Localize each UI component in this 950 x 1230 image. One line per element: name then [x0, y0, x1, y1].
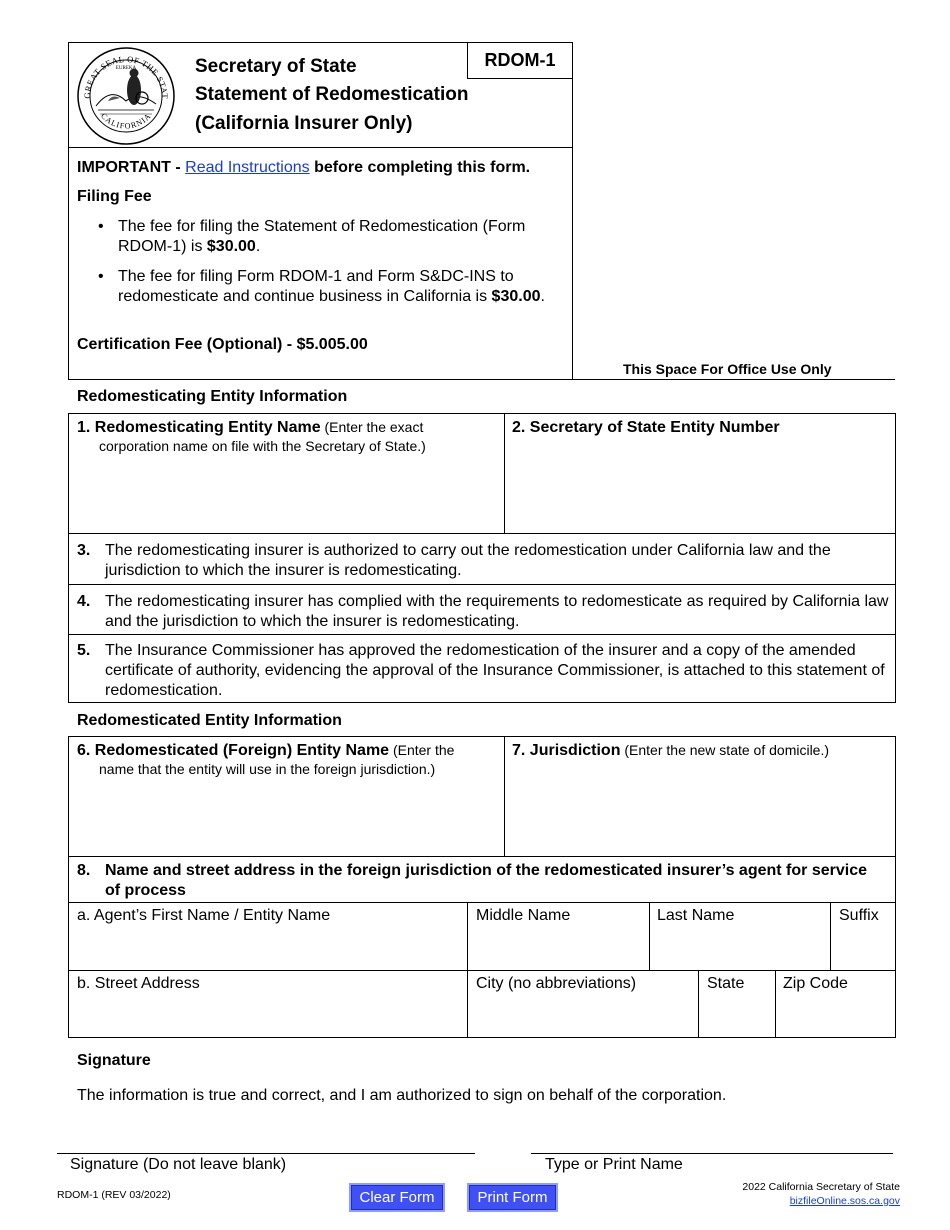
seal-outer-text: GREAT SEAL OF THE STAT — [81, 53, 171, 100]
zip-code-label: Zip Code — [783, 975, 848, 992]
read-instructions-link[interactable]: Read Instructions — [185, 159, 310, 176]
row-rule — [68, 902, 896, 903]
signature-input[interactable] — [57, 1125, 478, 1153]
item3-number: 3. — [77, 542, 91, 559]
header-org: Secretary of State — [195, 56, 357, 77]
office-use-rule — [68, 379, 895, 380]
important-suffix: before completing this form. — [309, 159, 531, 176]
item5-text: The Insurance Commissioner has approved the redomestication of the insurer and a copy of the amended certificate of authority, evidencing the approval of the Insurance Commissioner, is attached to this statement of redomestication. — [105, 642, 885, 699]
section2-heading: Redomesticated Entity Information — [77, 712, 342, 729]
entity-number-field-label: 2. Secretary of State Entity Number — [512, 419, 780, 436]
entity-name-field-label: 1. Redomesticating Entity Name (Enter the exact — [77, 419, 424, 436]
form-id: RDOM-1 — [484, 50, 556, 70]
entity-number-input[interactable] — [508, 444, 896, 530]
agent-first-name-input[interactable] — [72, 928, 466, 968]
item4-number: 4. — [77, 593, 91, 610]
signature-statement: The information is true and correct, and I am authorized to sign on behalf of the corporation. — [77, 1087, 727, 1104]
entity-name-field-hint: corporation name on file with the Secretary of State.) — [99, 438, 426, 454]
cell-divider — [467, 902, 468, 1038]
instructions-left-border — [68, 148, 69, 379]
row-rule — [68, 634, 896, 635]
print-name-input[interactable] — [531, 1125, 896, 1153]
jurisdiction-field-label: 7. Jurisdiction (Enter the new state of domicile.) — [512, 742, 830, 759]
important-prefix: IMPORTANT - — [77, 159, 186, 176]
cell-divider — [698, 970, 699, 1038]
agent-last-name-label: Last Name — [657, 907, 735, 924]
section2-divider — [504, 736, 505, 856]
jurisdiction-input[interactable] — [508, 767, 896, 853]
website-link[interactable]: bizfileOnline.sos.ca.gov — [789, 1195, 900, 1207]
signature-label: Signature (Do not leave blank) — [70, 1156, 287, 1173]
certification-fee: Certification Fee (Optional) - $5.005.00 — [77, 336, 368, 353]
agent-first-name-label: a. Agent’s First Name / Entity Name — [77, 907, 331, 924]
agent-middle-name-label: Middle Name — [476, 907, 571, 924]
section1-divider — [504, 413, 505, 533]
filing-fee-heading: Filing Fee — [77, 188, 152, 205]
section1-heading: Redomesticating Entity Information — [77, 388, 348, 405]
clear-form-button[interactable]: Clear Form — [349, 1183, 445, 1212]
row-rule — [68, 533, 896, 534]
agent-suffix-input[interactable] — [834, 928, 896, 968]
signature-heading: Signature — [77, 1052, 151, 1069]
row-rule — [68, 970, 896, 971]
state-label: State — [707, 975, 745, 992]
foreign-name-field-hint: name that the entity will use in the foreign jurisdiction.) — [99, 761, 436, 777]
instructions-right-border — [572, 148, 573, 379]
signature-line — [57, 1153, 475, 1154]
street-address-input[interactable] — [72, 996, 466, 1036]
row-rule — [68, 584, 896, 585]
cell-divider — [830, 902, 831, 970]
street-address-label: b. Street Address — [77, 975, 200, 992]
state-seal — [76, 46, 176, 146]
item3-text: The redomesticating insurer is authorized to carry out the redomestication under California law and the jurisdiction to which the insurer is redomesticating. — [105, 542, 831, 579]
fee-item: • The fee for filing Form RDOM-1 and Form S&DC-INS to redomesticate and continue business in California is $30.00. — [76, 267, 566, 307]
seal-bottom-text: CALIFORNIA — [99, 111, 153, 131]
cell-divider — [649, 902, 650, 970]
form-revision: RDOM-1 (REV 03/2022) — [57, 1189, 171, 1201]
office-use-label: This Space For Office Use Only — [623, 361, 832, 377]
row-rule — [68, 856, 896, 857]
item5-number: 5. — [77, 642, 91, 659]
copyright: 2022 California Secretary of State — [742, 1181, 900, 1193]
agent-suffix-label: Suffix — [839, 907, 879, 924]
header-title: Statement of Redomestication — [195, 84, 469, 105]
svg-text:THE GREAT SEAL OF THE STATE OF — [76, 46, 170, 100]
seal-icon — [76, 46, 176, 146]
zip-code-input[interactable] — [779, 996, 895, 1036]
item4-text: The redomesticating insurer has complied with the requirements to redomesticate as required by California law and the jurisdiction to which the insurer is redomesticating. — [105, 593, 889, 630]
fee-item: • The fee for filing the Statement of Redomestication (Form RDOM-1) is $30.00. — [76, 217, 566, 257]
header-subtitle: (California Insurer Only) — [195, 113, 413, 134]
important-line — [77, 158, 530, 178]
entity-name-input[interactable] — [72, 460, 504, 530]
foreign-name-input[interactable] — [72, 783, 504, 853]
cell-divider — [775, 970, 776, 1038]
seal-motto: EUREKA — [115, 66, 137, 71]
print-form-button[interactable]: Print Form — [467, 1183, 558, 1212]
agent-middle-name-input[interactable] — [471, 928, 649, 968]
print-name-line — [531, 1153, 893, 1154]
print-name-label: Type or Print Name — [545, 1156, 683, 1173]
city-input[interactable] — [471, 996, 698, 1036]
city-label: City (no abbreviations) — [476, 975, 637, 992]
foreign-name-field-label: 6. Redomesticated (Foreign) Entity Name (Enter the — [77, 742, 455, 759]
agent-last-name-input[interactable] — [653, 928, 830, 968]
fee-list — [76, 217, 566, 317]
item8-number: 8. — [77, 862, 91, 879]
state-input[interactable] — [702, 996, 775, 1036]
item8-text: Name and street address in the foreign jurisdiction of the redomesticated insurer’s agent for service of process — [105, 862, 867, 899]
